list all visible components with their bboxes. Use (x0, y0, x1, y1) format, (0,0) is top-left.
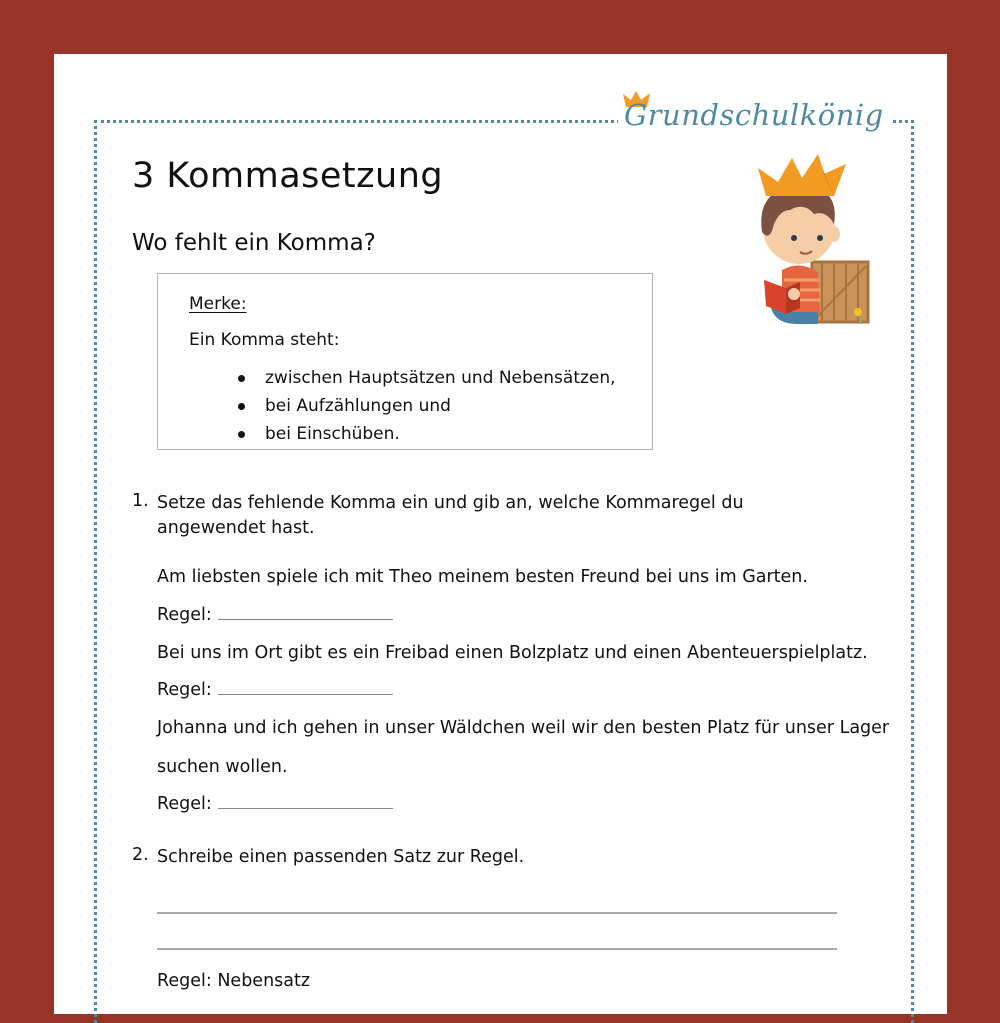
rule-label: Regel: (157, 605, 212, 625)
rule-label: Regel: (157, 680, 212, 700)
page-title: 3 Kommasetzung (132, 156, 444, 196)
brand-logo (618, 84, 892, 134)
rule-answer-row (157, 605, 393, 625)
merke-rule-item: bei Aufzählungen und (238, 394, 616, 422)
rule-answer-row (157, 680, 393, 700)
page-subtitle: Wo fehlt ein Komma? (132, 230, 376, 256)
merke-rule-item: zwischen Hauptsätzen und Nebensätzen, (238, 366, 616, 394)
exercise-sentence-continued: suchen wollen. (157, 757, 288, 777)
merke-rule-list (238, 366, 616, 450)
rule-answer-blank[interactable] (218, 680, 393, 695)
task-number: 1. (132, 491, 149, 511)
exercise-sentence: Am liebsten spiele ich mit Theo meinem besten Freund bei uns im Garten. (157, 567, 808, 587)
worksheet-page (54, 54, 947, 1014)
task-number: 2. (132, 845, 149, 865)
rule-answer-blank[interactable] (218, 605, 393, 620)
writing-line[interactable] (157, 912, 837, 914)
exercise-sentence: Johanna und ich gehen in unser Wäldchen weil wir den besten Platz für unser Lager (157, 718, 890, 738)
rule-answer-blank[interactable] (218, 794, 393, 809)
merke-intro: Ein Komma steht: (189, 330, 340, 350)
writing-line[interactable] (157, 948, 837, 950)
merke-rule-item: bei Einschüben. (238, 422, 616, 450)
boy-with-crown-reading-book-icon (742, 152, 882, 332)
task-instruction: Schreibe einen passenden Satz zur Regel. (157, 847, 525, 867)
merke-heading: Merke: (189, 294, 247, 314)
rule-label: Regel: (157, 794, 212, 814)
merke-info-box (157, 273, 653, 450)
exercise-sentence: Bei uns im Ort gibt es ein Freibad einen Bolzplatz und einen Abenteuerspielplatz. (157, 643, 868, 663)
rule-answer-row (157, 794, 393, 814)
rule-given: Regel: Nebensatz (157, 971, 311, 991)
logo-text: Grundschulkönig (624, 98, 884, 132)
task-instruction: Setze das fehlende Komma ein und gib an, welche Kommaregel du angewendet hast. (157, 493, 744, 538)
